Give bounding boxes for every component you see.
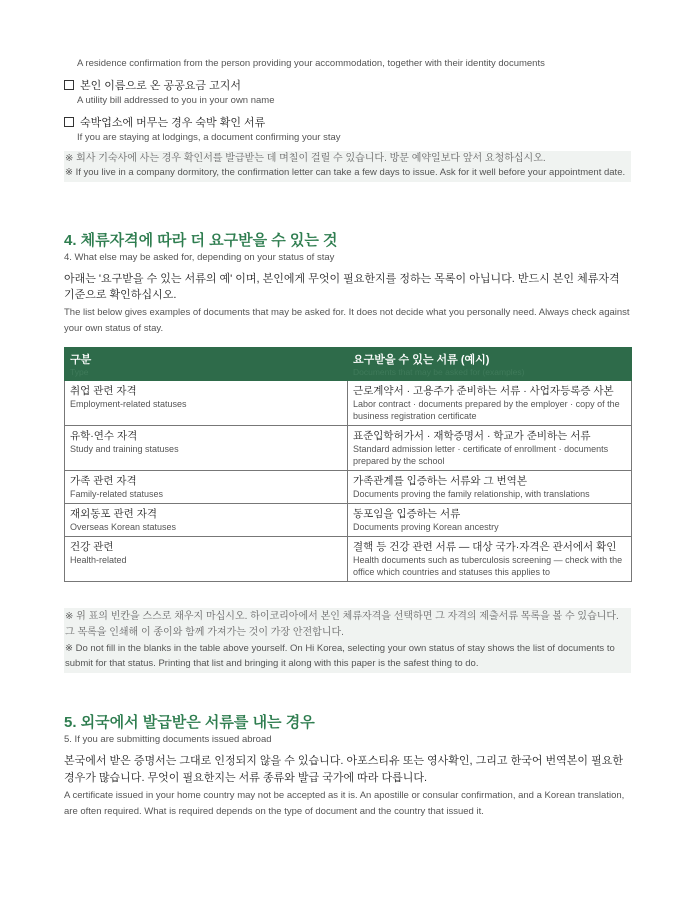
section-title: 5. 외국에서 발급받은 서류를 내는 경우 — [64, 714, 315, 731]
section-body-en: A certificate issued in your home country may not be accepted as it is. An apostille or consular confirmation, and a Korean translation, are often required. What is required depends on the type of document and the country that issued it. — [64, 790, 625, 817]
section-intro-en: The list below gives examples of documents that may be asked for. It does not decide what you personally need. Always check against your own status of stay. — [64, 307, 630, 334]
table-row — [65, 537, 632, 582]
type-cell: 재외동포 관련 자격 Overseas Korean statuses — [65, 504, 348, 537]
checklist-item — [64, 78, 631, 108]
table-row — [65, 471, 632, 504]
table-header-sub: Documents that may be asked for (examples) — [353, 367, 525, 377]
section-title-en: 4. What else may be asked for, depending on your status of stay — [64, 252, 335, 263]
documents-cell: 가족관계를 입증하는 서류와 그 번역본 Documents proving the family relationship, with translations — [348, 471, 632, 504]
documents-cell: 근로계약서 · 고용주가 준비하는 서류 · 사업자등록증 사본 Labor contract · documents prepared by the employer · copy of the business registration certificate — [348, 381, 632, 426]
table-header-row — [65, 348, 632, 381]
section-title-en: 5. If you are submitting documents issued abroad — [64, 734, 272, 745]
document-page — [64, 0, 631, 820]
documents-cell: 표준입학허가서 · 재학증명서 · 학교가 준비하는 서류 Standard admission letter · certificate of enrollment · documents prepared by the school — [348, 426, 632, 471]
dormitory-note — [64, 151, 631, 182]
type-cell: 취업 관련 자격 Employment-related statuses — [65, 381, 348, 426]
hikorea-note — [64, 608, 631, 673]
checklist-item-en: A utility bill addressed to you in your own name — [77, 95, 275, 106]
section-5 — [64, 713, 631, 820]
table-row — [65, 426, 632, 471]
documents-cell: 동포임을 입증하는 서류 Documents proving Korean ancestry — [348, 504, 632, 537]
documents-cell: 결핵 등 건강 관련 서류 — 대상 국가·자격은 관서에서 확인 Health documents such as tuberculosis screening — check with the office which countries and statuses this applies to — [348, 537, 632, 582]
table-header-cell: 구분 Type — [65, 348, 348, 381]
note-ko: ※ 위 표의 빈칸을 스스로 채우지 마십시오. 하이코리아에서 본인 체류자격을 선택하면 그 자격의 제출서류 목록을 볼 수 있습니다. 그 목록을 인쇄해 이 종이와 함께 가져가는 것이 가장 안전합니다. — [65, 611, 619, 638]
type-cell: 유학·연수 자격 Study and training statuses — [65, 426, 348, 471]
type-cell: 가족 관련 자격 Family-related statuses — [65, 471, 348, 504]
checklist-item-ko: 숙박업소에 머무는 경우 숙박 확인 서류 — [80, 117, 266, 129]
checklist-item — [64, 115, 631, 145]
table-header-cell: 요구받을 수 있는 서류 (예시) Documents that may be asked for (examples) — [348, 348, 632, 381]
type-cell: 건강 관련 Health-related — [65, 537, 348, 582]
note-en: ※ Do not fill in the blanks in the table above yourself. On Hi Korea, selecting your own status of stay shows the list of documents to submit for that status. Printing that list and bringing it along with this paper is the safest thing to do. — [65, 643, 615, 669]
section-4 — [64, 231, 631, 673]
checkbox-icon — [64, 80, 74, 90]
table-row — [65, 504, 632, 537]
checklist-item-en: If you are staying at lodgings, a document confirming your stay — [77, 132, 341, 143]
checkbox-icon — [64, 117, 74, 127]
documents-table — [64, 347, 632, 582]
table-row — [65, 381, 632, 426]
note-en: ※ If you live in a company dormitory, the confirmation letter can take a few days to issue. Ask for it well before your appointment date. — [65, 167, 626, 178]
note-ko: ※ 회사 기숙사에 사는 경우 확인서를 발급받는 데 며칠이 걸릴 수 있습니다. 방문 예약일보다 앞서 요청하십시오. — [65, 153, 546, 164]
section-intro-ko: 아래는 '요구받을 수 있는 서류의 예' 이며, 본인에게 무엇이 필요한지를 정하는 목록이 아닙니다. 반드시 본인 체류자격 기준으로 확인하십시오. — [64, 273, 620, 301]
section-title: 4. 체류자격에 따라 더 요구받을 수 있는 것 — [64, 232, 338, 249]
table-header-sub: Type — [70, 367, 89, 377]
checklist-item-ko: 본인 이름으로 온 공공요금 고지서 — [80, 80, 241, 92]
section-body-ko: 본국에서 받은 증명서는 그대로 인정되지 않을 수 있습니다. 아포스티유 또는 영사확인, 그리고 한국어 번역본이 필요한 경우가 많습니다. 무엇이 필요한지는 서류 종류와 발급 국가에 따라 다릅니다. — [64, 755, 623, 784]
residence-confirmation-text: A residence confirmation from the person providing your accommodation, together with their identity documents — [77, 58, 545, 69]
